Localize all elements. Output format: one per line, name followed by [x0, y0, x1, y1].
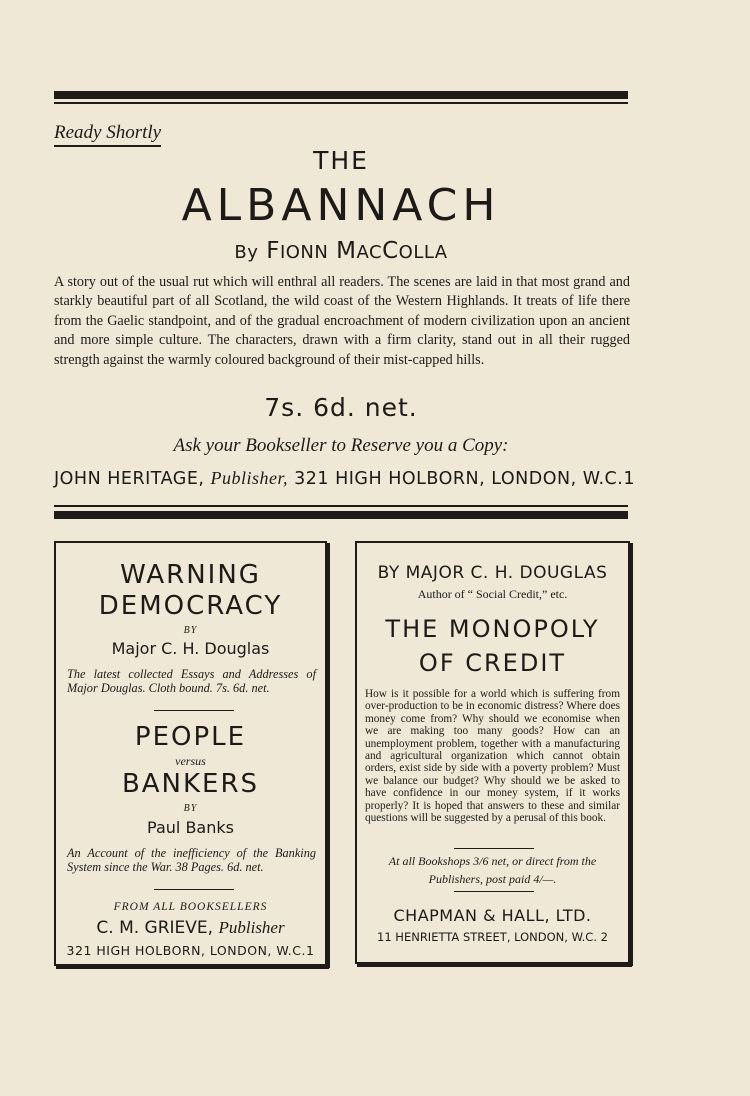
by-label-1: BY	[183, 625, 198, 636]
left-separator-1	[154, 710, 234, 711]
chapman-address: 11 HENRIETTA STREET, LONDON, W.C. 2	[377, 930, 608, 944]
warning-description: The latest collected Essays and Addresses of Major Douglas. Cloth bound. 7s. 6d. net.	[67, 667, 316, 695]
book-blurb: A story out of the usual rut which will enthral all readers. The scenes are laid in that most grand and starkly beautiful part of all Scotland, the wild coast of the Western Highlands. It treats of life there from the Gaelic standpoint, and of the gradual encroachment of modern civilization upon an ancient and more simple culture. The characters, drawn with a firm clarity, stand out in all their rugged strength against the warmly coloured background of their mist-capped hills.	[54, 274, 630, 368]
grieve-address: 321 HIGH HOLBORN, LONDON, W.C.1	[66, 943, 315, 958]
ready-shortly-label: Ready Shortly	[54, 122, 161, 147]
right-advert-box	[355, 541, 630, 964]
book-title-article: THE	[313, 146, 369, 175]
versus-label: versus	[175, 754, 206, 768]
monopoly-title-1: THE MONOPOLY	[385, 615, 600, 643]
author-banks: Paul Banks	[147, 818, 234, 837]
bankers-title: BANKERS	[121, 769, 260, 799]
author-last-rest: OLLA	[398, 242, 448, 263]
author-douglas: Major C. H. Douglas	[111, 639, 270, 658]
from-booksellers: FROM ALL BOOKSELLERS	[113, 901, 268, 913]
author-first-rest: IONN	[279, 242, 329, 263]
left-advert-box	[54, 541, 327, 966]
author-of-line: Author of “ Social Credit,” etc.	[417, 587, 568, 601]
publisher-word: Publisher,	[210, 468, 289, 488]
publisher-address: 321 HIGH HOLBORN, LONDON, W.C.1	[294, 469, 635, 489]
author-first-initial: F	[266, 238, 280, 264]
people-title: PEOPLE	[134, 722, 247, 752]
top-thin-rule	[54, 102, 628, 104]
byline-by: By	[234, 242, 259, 263]
right-separator	[454, 848, 534, 849]
author-last-mac: AC	[356, 242, 383, 263]
grieve-publisher-line	[56, 917, 325, 939]
grieve-name: C. M. GRIEVE,	[96, 918, 214, 938]
by-label-2: BY	[183, 803, 198, 814]
douglas-byline: BY MAJOR C. H. DOUGLAS	[377, 563, 608, 583]
warning-title-1: WARNING	[120, 560, 261, 590]
right-box-shadow-right	[630, 543, 633, 966]
left-box-shadow-bottom	[56, 966, 329, 969]
right-box-shadow-bottom	[357, 964, 632, 967]
author-last-c: C	[382, 238, 399, 264]
book-price: 7s. 6d. net.	[264, 393, 418, 422]
warning-title-2: DEMOCRACY	[98, 591, 283, 621]
monopoly-description: How is it possible for a world which is suffering from over-production to be in economic distress? Where does money come from? Why should we economise when we are making too many goods? How can an unemployment problem, together with a manufacturing and agricultural organization which cannot obtain orders, exist side by side with a poverty problem? Must we balance our budget? Why should we be asked to have confidence in our money system, if it works properly? It is hoped that answers to these and similar questions will be suggested by a perusal of this book.	[365, 688, 620, 825]
grieve-publisher-word: Publisher	[218, 918, 285, 937]
right-separator-2	[454, 891, 534, 892]
mid-thin-rule	[54, 505, 628, 507]
bankers-description: An Account of the inefficiency of the Banking System since the War. 38 Pages. 6d. net.	[67, 846, 316, 874]
top-thick-rule	[54, 91, 628, 99]
left-box-shadow-right	[327, 543, 330, 968]
left-separator-2	[154, 889, 234, 890]
post-paid-note: Publishers, post paid 4/—.	[428, 872, 557, 886]
author-byline	[54, 237, 628, 267]
bookshops-note: At all Bookshops 3/6 net, or direct from the	[388, 854, 597, 868]
mid-thick-rule	[54, 511, 628, 519]
reserve-note: Ask your Bookseller to Reserve you a Copy:	[173, 435, 509, 456]
author-last-initial: M	[336, 238, 357, 264]
chapman-hall: CHAPMAN & HALL, LTD.	[393, 906, 592, 925]
book-title: ALBANNACH	[181, 180, 501, 231]
publisher-name: JOHN HERITAGE,	[54, 469, 205, 489]
monopoly-title-2: OF CREDIT	[418, 649, 567, 677]
publisher-line	[54, 466, 635, 491]
